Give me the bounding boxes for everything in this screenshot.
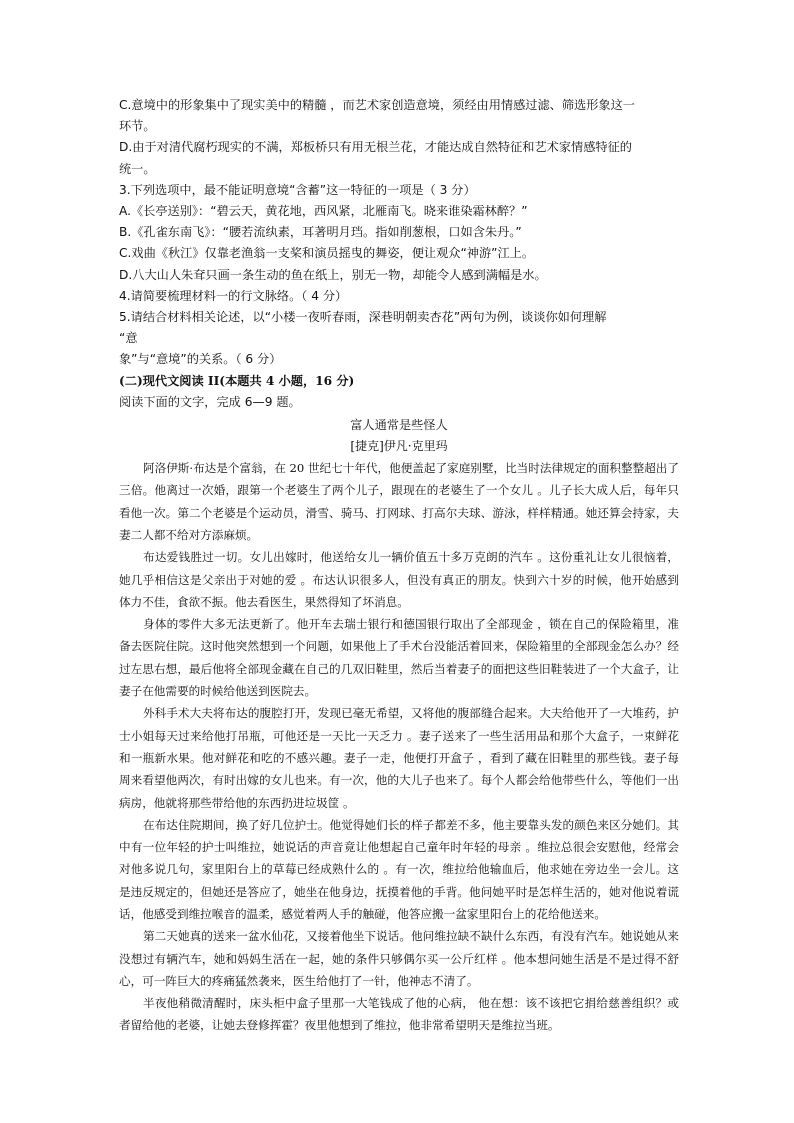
question-line: C.意境中的形象集中了现实美中的精髓 ，而艺术家创造意境，须经由用情感过滤、筛选形象这一	[119, 98, 635, 112]
story-paragraph: 身体的零件大多无法更新了。他开车去瑞士银行和德国银行取出了全部现金 ，锁在自己的保险箱里，准备去医院住院。这时他突然想到一个问题，如果他上了手术台没能活着回来，保险箱里的全部现金怎么办？经过左思右想，最后他将全部现金藏在自己的几双旧鞋里，然后当着妻子的面把这些旧鞋装进了一个大盒子，让妻子在他需要的时候给他送到医院去。	[119, 617, 679, 699]
document-page	[119, 95, 679, 1037]
story-title: 富人通常是些怪人	[350, 418, 448, 433]
question-line: C.戏曲《秋江》仅靠老渔翁一支桨和演员摇曳的舞姿，便让观众“神游”江上。	[119, 246, 535, 261]
question-lines	[119, 95, 679, 371]
question-line: B.《孔雀东南飞》：“腰若流纨素，耳著明月珰。指如削葱根，口如含朱丹。”	[119, 225, 522, 240]
section-heading: (二)现代文阅读 II(本题共 4 小题，16 分)	[119, 373, 355, 388]
story-paragraph: 外科手术大夫将布达的腹腔打开，发现已毫无希望，又将他的腹部缝合起来。大夫给他开了一大堆药，护士小姐每天过来给他打吊瓶，可他还是一天比一天乏力 。妻子送来了一些生活用品和那个大盒子，一束鲜花和一瓶新水果。他对鲜花和吃的不感兴趣。妻子一走，他便打开盒子 ，看到了藏在旧鞋里的那些钱。妻子每周来看望他两次，有时出嫁的女儿也来。有一次，他的大儿子也来了。每个人都会给他带些什么，等他们一出病房，他就将那些带给他的东西扔进垃圾筐 。	[119, 706, 679, 810]
question-line: A.《长亭送别》：“碧云天，黄花地，西风紧，北雁南飞。晓来谁染霜林醉？”	[119, 204, 528, 219]
question-line: 环节。	[119, 119, 156, 134]
question-line: 象”与“意境”的关系。（ 6 分）	[119, 352, 282, 367]
question-line: 4.请简要梳理材料一的行文脉络。（ 4 分）	[119, 288, 348, 303]
question-line: D.由于对清代腐朽现实的不满，郑板桥只有用无根兰花，才能达成自然特征和艺术家情感特征的	[119, 140, 632, 155]
story-paragraph: 布达爱钱胜过一切。女儿出嫁时，他送给女儿一辆价值五十多万克朗的汽车 。这份重礼让女儿很恼着，她几乎相信这是父亲出于对她的爱 。布达认识很多人，但没有真正的朋友。快到六十岁的时候，他开始感到体力不佳，食欲不振。他去看医生，果然得知了坏消息。	[119, 550, 679, 609]
question-line: 统一。	[119, 161, 156, 176]
question-line: 3.下列选项中，最不能证明意境“含蓄”这一特征的一项是（ 3 分）	[119, 182, 476, 197]
question-line: 5.请结合材料相关论述，以“小楼一夜听春雨，深巷明朝卖杏花”两句为例，谈谈你如何理解	[119, 310, 607, 325]
story-author: [捷克]伊凡·克里玛	[350, 439, 448, 454]
question-line: D.八大山人朱耷只画一条生动的鱼在纸上，别无一物，却能令人感到满幅是水。	[119, 267, 547, 282]
story-paragraph: 在布达住院期间，换了好几位护士。他觉得她们长的样子都差不多，他主要靠头发的颜色来区分她们。其中有一位年轻的护士叫维拉，她说话的声音竟让他想起自己童年时年轻的母亲 。维拉总很会安慰他，经常会对他多说几句，家里阳台上的草莓已经成熟什么的 。有一次，维拉给他输血后，他求她在旁边坐一会儿。这是违反规定的，但她还是答应了，她坐在他身边，抚摸着他的手背。他问她平时是怎样生活的，她对他说着谎话，他感受到维拉喉音的温柔，感觉着两人手的触碰，他答应搬一盆家里阳台上的花给他送来。	[119, 817, 679, 921]
reading-instruction: 阅读下面的文字，完成 6—9 题。	[119, 394, 301, 409]
story-paragraph: 半夜他稍微清醒时，床头柜中盒子里那一大笔钱成了他的心病， 他在想：该不该把它捐给慈善组织？或者留给他的老婆，让她去登修挥霍？夜里他想到了维拉，他非常希望明天是维拉当班。	[119, 996, 679, 1033]
story-body	[119, 457, 679, 1037]
story-paragraph: 阿洛伊斯·布达是个富翁，在 20 世纪七十年代，他便盖起了家庭别墅，比当时法律规定的面积整整超出了三倍。他离过一次婚，跟第一个老婆生了两个儿子，跟现在的老婆生了一个女儿 。儿子长大成人后，每年只看他一次。第二个老婆是个运动员，滑雪、骑马、打网球、打高尔夫球、游泳，样样精通。她还算会持家，夫妻二人都不给对方添麻烦。	[119, 461, 679, 542]
question-line: “意	[119, 331, 138, 346]
story-paragraph: 第二天她真的送来一盆水仙花，又接着他坐下说话。他问维拉缺不缺什么东西，有没有汽车。她说她从来没想过有辆汽车，她和妈妈生活在一起，她的条件只够偶尔买一公斤红样 。他本想问她生活是不是过得不舒心，可一阵巨大的疼痛猛然袭来，医生给他打了一针，他神志不清了。	[119, 929, 679, 988]
